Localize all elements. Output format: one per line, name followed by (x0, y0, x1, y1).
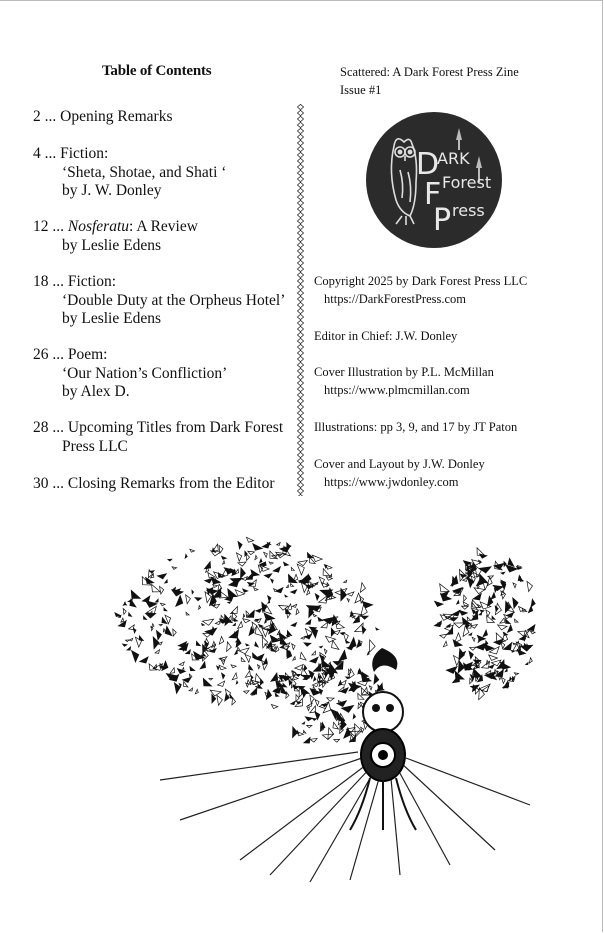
wing-shard (473, 584, 485, 596)
wing-shard (143, 616, 147, 621)
wing-shard (194, 595, 201, 602)
wing-shard (317, 616, 323, 623)
wing-shard (312, 664, 323, 674)
credit-main: Illustrations: pp 3, 9, and 17 by JT Paton (314, 420, 518, 434)
wing-shard (273, 646, 280, 653)
wing-shard (220, 658, 225, 664)
wing-shard (439, 632, 447, 638)
wing-shard (332, 722, 338, 730)
logo-word-ress: ress (452, 201, 485, 220)
toc-line: ‘Sheta, Shotae, and Shati ‘ (62, 163, 227, 181)
wing-shard (219, 655, 227, 662)
toc-title: Table of Contents (102, 63, 212, 79)
credit-main: Cover Illustration by P.L. McMillan (314, 365, 494, 379)
wing-shard (125, 639, 129, 642)
wing-shard (525, 662, 528, 665)
credit-main: Editor in Chief: J.W. Donley (314, 329, 458, 343)
wing-shard (333, 737, 339, 742)
wing-shard (323, 649, 327, 654)
toc-entry (33, 475, 275, 494)
logo-word-ark: ARK (437, 149, 470, 168)
wing-shard (209, 686, 221, 698)
wing-shard (467, 651, 474, 659)
wing-shard (164, 580, 169, 584)
wing-shard (171, 565, 176, 570)
wing-shard (270, 702, 277, 709)
wing-shard (191, 590, 194, 594)
credit-editor (314, 327, 457, 345)
toc-line: by Leslie Edens (62, 310, 162, 327)
wing-shard (245, 535, 253, 544)
wing-shard (526, 606, 534, 614)
wing-shard (139, 657, 148, 664)
wing-shard (472, 637, 475, 641)
wing-shard (201, 623, 204, 627)
wing-shard (504, 618, 510, 625)
wing-shard (198, 662, 207, 671)
wing-shard (179, 662, 184, 666)
wing-shard (350, 724, 361, 737)
wing-shard (284, 594, 287, 597)
wing-shard (165, 626, 172, 636)
wing-shard (345, 639, 350, 644)
wing-shard (150, 582, 161, 594)
wing-shard (223, 642, 233, 653)
wing-shard (303, 730, 306, 734)
wing-shard (189, 665, 195, 672)
wing-shard (307, 706, 310, 710)
wing-shard (163, 607, 167, 611)
toc-entry (33, 218, 198, 255)
wing-shard (433, 598, 443, 608)
wing-shard (439, 590, 452, 603)
logo-word-forest: Forest (442, 173, 492, 192)
wing-shard (491, 616, 495, 621)
wing-shard (220, 673, 225, 679)
wing-shard (160, 602, 165, 607)
wing-shard (172, 596, 185, 609)
wing-shard (299, 652, 306, 661)
wing-shard (322, 730, 334, 740)
wing-shard (314, 594, 319, 601)
credit-link: https://www.plmcmillan.com (324, 383, 470, 397)
wing-shard (155, 650, 160, 654)
toc-line-italic: Nosferatu (67, 218, 130, 235)
wing-shard (245, 643, 249, 647)
wing-shard (326, 695, 334, 702)
wing-shard (235, 681, 238, 684)
wing-shard (295, 664, 304, 670)
wing-shard (236, 622, 245, 630)
wing-shard (513, 583, 517, 588)
wing-shard (320, 622, 329, 629)
wing-shard (157, 572, 166, 580)
toc-line: ‘Our Nation’s Confliction’ (62, 364, 228, 382)
wing-shard (305, 590, 311, 596)
wing-shard (269, 560, 274, 565)
credit-copyright (314, 272, 527, 308)
toc-entry (33, 346, 227, 402)
wing-shard (357, 583, 367, 594)
wing-shard (132, 628, 136, 633)
wing-shard (291, 623, 297, 627)
credit-cover-illustration (314, 363, 494, 399)
wing-shard (472, 593, 482, 601)
toc-line: 2 ... Opening Remarks (33, 108, 173, 125)
wing-shard (242, 587, 248, 593)
moth-body (350, 648, 416, 830)
wing-shard (221, 555, 227, 561)
wing-shard (479, 683, 491, 691)
wing-shard (228, 601, 231, 604)
toc-line: by Alex D. (62, 383, 130, 400)
wing-shard (128, 612, 132, 617)
wing-shard (130, 651, 139, 663)
zine-issue: Issue #1 (340, 83, 382, 97)
wing-shard (159, 623, 162, 626)
toc-line: ‘Double Duty at the Orpheus Hotel’ (62, 291, 286, 309)
wing-shard (168, 668, 176, 675)
wing-shard (314, 700, 319, 706)
wing-shard (276, 543, 280, 546)
wing-shard (347, 599, 349, 602)
wing-shard (253, 586, 258, 591)
wing-shard (442, 641, 449, 648)
wing-shard (283, 561, 289, 567)
wing-shard (254, 673, 263, 684)
wing-shard (501, 601, 512, 614)
wing-shard (308, 703, 313, 707)
wing-shard (511, 649, 515, 653)
wing-shard (512, 642, 516, 646)
wing-shard (183, 595, 191, 604)
skull-face (363, 692, 403, 732)
wing-shard (320, 580, 329, 589)
wing-shard (304, 714, 312, 722)
wing-shard (239, 646, 249, 654)
wing-shard (452, 610, 460, 616)
wing-shard (170, 586, 183, 598)
wing-shard (294, 609, 300, 615)
wing-shard (245, 654, 251, 662)
wing-shard (485, 610, 491, 617)
wing-shard (233, 623, 236, 626)
toc-line: 28 ... Upcoming Titles from Dark Forest (33, 419, 284, 436)
wing-shard (310, 657, 318, 663)
wing-shard (230, 673, 239, 681)
wing-shard (315, 582, 318, 584)
wing-shard (256, 608, 262, 613)
wing-shard (528, 599, 536, 608)
wing-shard (517, 627, 529, 638)
wing-shard (251, 541, 262, 553)
wing-shard (501, 571, 505, 574)
wing-shard (221, 561, 225, 565)
wing-shard (194, 689, 199, 694)
wing-shard (263, 690, 273, 701)
wing-shard (203, 562, 213, 571)
wing-shard (209, 677, 213, 681)
wing-shard (370, 674, 380, 685)
toc-line: by J. W. Donley (62, 182, 162, 199)
credit-link: https://DarkForestPress.com (324, 292, 467, 306)
toc-entry (33, 108, 172, 127)
wing-shard (308, 695, 315, 704)
wing-shard (481, 630, 489, 638)
toc-line: Press LLC (62, 437, 128, 455)
wing-shard (336, 588, 348, 602)
wing-shard (197, 606, 201, 610)
wing-shard (478, 560, 481, 563)
wing-shard (258, 559, 263, 564)
moth-illustration (100, 530, 545, 885)
wing-shard (253, 555, 258, 560)
wing-shard (360, 626, 367, 634)
wing-shard (469, 645, 476, 651)
wing-shard (264, 572, 272, 579)
wing-shard (217, 681, 225, 687)
wing-shard (244, 671, 253, 679)
wing-shard (122, 642, 127, 647)
wing-shard (478, 612, 482, 615)
wing-shard (301, 636, 305, 639)
toc-line: 4 ... Fiction: (33, 145, 109, 162)
wing-shard (299, 582, 308, 593)
wing-shard (246, 627, 256, 637)
wing-shard (302, 722, 305, 725)
wing-shard (189, 674, 192, 678)
wing-shard (216, 666, 219, 670)
chain-divider (297, 104, 304, 496)
wing-shard (189, 548, 194, 553)
logo-letter-p: P (433, 203, 452, 238)
wing-shard (466, 616, 470, 621)
toc-entry (33, 273, 285, 329)
zine-title: Scattered: A Dark Forest Press Zine (340, 65, 519, 79)
wing-shard (247, 549, 254, 556)
wing-shard (319, 645, 322, 648)
wing-shard (292, 657, 297, 661)
wing-shard (267, 601, 270, 604)
wing-shard (240, 657, 245, 663)
wing-shard (480, 661, 490, 669)
wing-shard (524, 581, 533, 592)
wing-shard (236, 541, 242, 549)
wing-shard (499, 618, 506, 624)
wing-shard (312, 677, 317, 682)
crescent-moon-icon (372, 648, 397, 672)
wing-shard (292, 604, 296, 607)
wing-shard (499, 591, 506, 600)
wing-shard (290, 701, 295, 705)
wing-shard (504, 669, 508, 673)
wing-shard (185, 612, 189, 616)
wing-shard (273, 567, 281, 573)
wing-shard (248, 664, 253, 670)
wing-shard (311, 651, 317, 656)
wing-shard (230, 663, 236, 669)
wing-shard (305, 620, 312, 626)
dark-forest-press-logo (366, 112, 502, 248)
wing-shard (290, 567, 294, 572)
wing-shard (312, 717, 317, 721)
wing-shard (168, 558, 172, 562)
wing-shard (369, 686, 372, 690)
wing-shard (501, 677, 506, 683)
wing-shard (254, 642, 258, 647)
zine-heading (340, 63, 519, 99)
toc-line-rest: : A Review (129, 218, 198, 235)
credit-main: Cover and Layout by J.W. Donley (314, 457, 485, 471)
wing-shard (222, 693, 230, 702)
wing-shard (303, 640, 311, 647)
wing-shard (303, 737, 312, 744)
wing-shard (243, 689, 249, 694)
credit-illustrations (314, 418, 517, 436)
wing-shards (114, 535, 537, 744)
toc-line: 30 ... Closing Remarks from the Editor (33, 475, 275, 492)
wing-shard (463, 578, 468, 582)
wing-shard (286, 585, 290, 588)
wing-shard (455, 601, 459, 605)
wing-shard (375, 627, 379, 631)
wing-shard (257, 665, 260, 669)
wing-shard (126, 647, 131, 651)
wing-shard (242, 614, 245, 618)
toc-line-num: 12 ... (33, 218, 68, 235)
wing-shard (144, 575, 154, 586)
wing-shard (184, 554, 188, 558)
logo-letter-f: F (424, 177, 442, 212)
wing-shard (235, 553, 242, 562)
wing-shard (262, 610, 275, 623)
toc-line: by Leslie Edens (62, 236, 162, 254)
toc-entry (33, 419, 283, 456)
wing-shard (461, 595, 467, 602)
wing-shard (328, 628, 336, 637)
wing-shard (296, 673, 301, 677)
wing-shard (337, 681, 343, 687)
wing-shard (346, 669, 352, 675)
wing-shard (364, 640, 376, 654)
toc-line: 26 ... Poem: (33, 346, 108, 363)
wing-shard (229, 695, 232, 699)
wing-shard (145, 609, 156, 619)
wing-shard (506, 612, 514, 618)
wing-shard (214, 695, 223, 706)
wing-shard (217, 636, 226, 645)
wing-shard (351, 714, 356, 719)
wing-shard (508, 558, 514, 567)
wing-shard (291, 644, 296, 650)
wing-shard (210, 641, 217, 648)
wing-shard (155, 599, 160, 603)
credit-layout (314, 455, 485, 491)
wing-shard (514, 671, 519, 676)
wing-shard (286, 573, 297, 586)
wing-shard (195, 641, 200, 647)
moth-rays (160, 752, 530, 882)
wing-shard (470, 601, 477, 610)
wing-shard (527, 625, 536, 632)
wing-shard (212, 548, 216, 553)
wing-shard (290, 589, 296, 594)
wing-shard (313, 613, 317, 617)
wing-shard (466, 577, 474, 588)
wing-shard (502, 631, 507, 636)
credit-main: Copyright 2025 by Dark Forest Press LLC (314, 274, 528, 288)
wing-shard (514, 618, 518, 623)
wing-shard (162, 629, 165, 633)
logo-letter-d: D (416, 147, 440, 182)
wing-shard (306, 723, 312, 728)
wing-shard (264, 552, 268, 557)
credit-link: https://www.jwdonley.com (324, 475, 459, 489)
wing-shard (347, 591, 354, 596)
toc-line: 18 ... Fiction: (33, 273, 117, 290)
wing-shard (310, 736, 318, 742)
wing-shard (189, 688, 193, 692)
toc-entry (33, 145, 226, 201)
wing-shard (228, 630, 240, 640)
wing-shard (121, 609, 126, 615)
wing-shard (343, 580, 347, 583)
wing-shard (243, 551, 248, 557)
wing-shard (459, 626, 471, 638)
wing-shard (519, 641, 532, 652)
wing-shard (215, 621, 220, 625)
wing-shard (270, 579, 273, 583)
wing-shard (290, 583, 294, 587)
wing-shard (469, 633, 472, 636)
